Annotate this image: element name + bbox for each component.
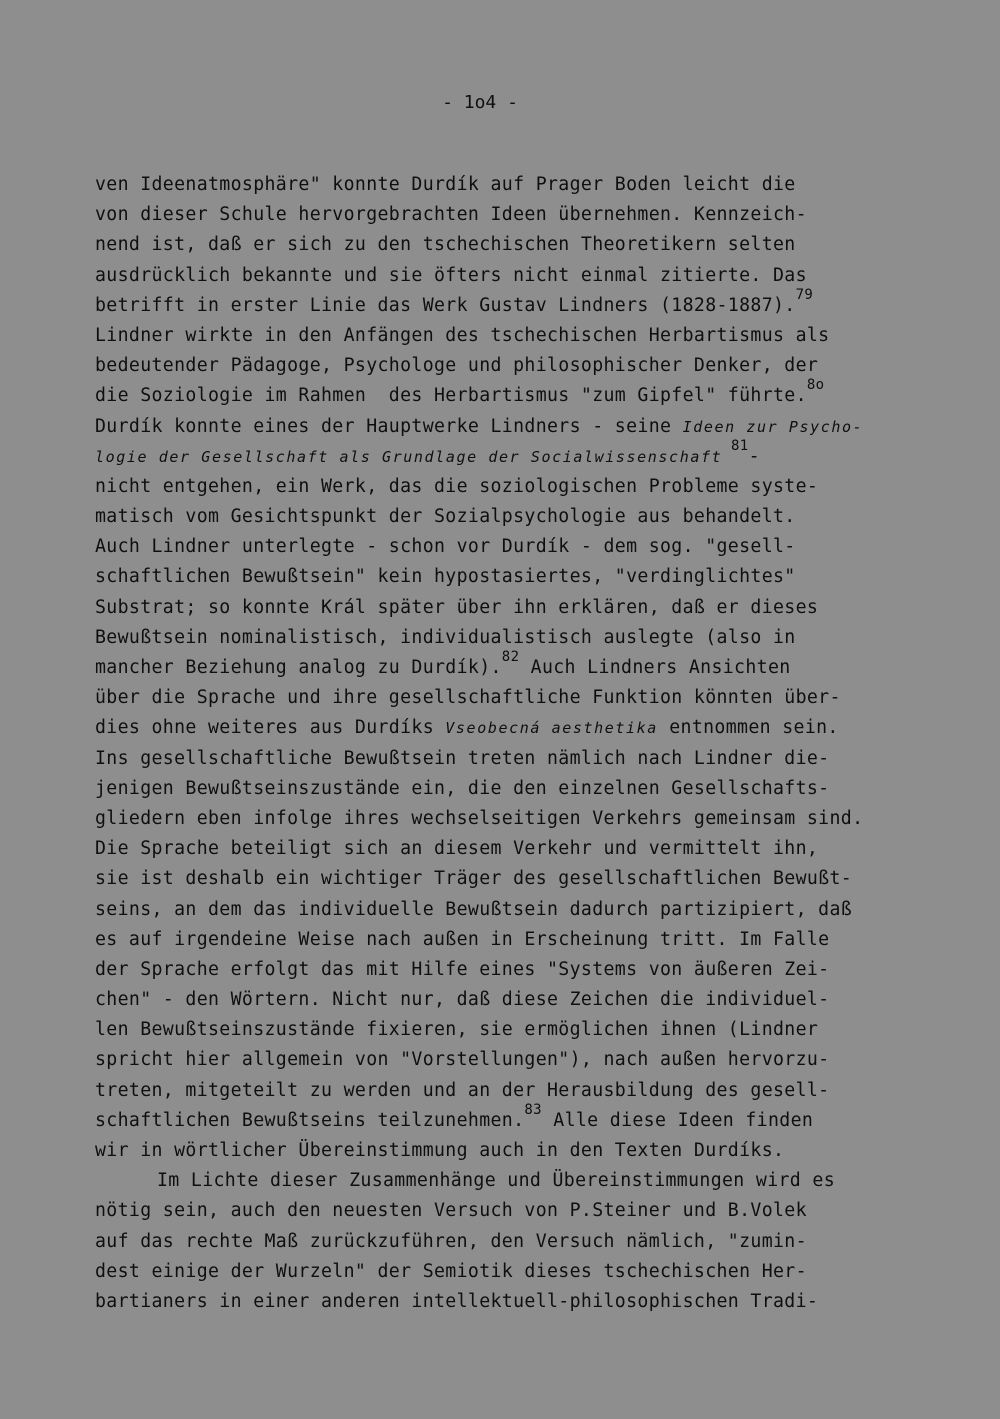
text-line: [95, 864, 925, 894]
text-line: [95, 1257, 925, 1287]
line-text: jenigen Bewußtseinszustände ein, die den einzelnen Gesellschafts-: [95, 777, 830, 799]
text-line: [95, 351, 925, 381]
line-text: ausdrücklich bekannte und sie öfters nicht einmal zitierte. Das: [95, 264, 807, 286]
text-line: [95, 377, 925, 411]
text-line: [95, 437, 925, 472]
text-line: [95, 321, 925, 351]
line-text: wir in wörtlicher Übereinstimmung auch in den Texten Durdíks.: [95, 1140, 785, 1161]
line-text: dest einige der Wurzeln" der Semiotik dieses tschechischen Her-: [95, 1260, 807, 1282]
line-text: gliedern eben infolge ihres wechselseitigen Verkehrs gemeinsam sind.: [95, 807, 864, 829]
footnote-marker: 8o: [806, 377, 825, 394]
line-text-tail: -: [748, 445, 760, 467]
text-line: [95, 1101, 925, 1136]
text-line: [95, 1045, 925, 1075]
body-text: [95, 170, 925, 1317]
line-text: mancher Beziehung analog zu Durdík).: [95, 657, 502, 678]
footnote-marker: 82: [501, 649, 520, 665]
text-line: [95, 562, 925, 592]
line-text: Durdík konnte eines der Hauptwerke Lindners - seine: [95, 415, 683, 437]
page-number: - 1o4 -: [442, 92, 518, 113]
text-line: [95, 412, 925, 442]
line-text: Bewußtsein nominalistisch, individualistisch auslegte (also in: [95, 626, 796, 648]
line-text: Die Sprache beteiligt sich an diesem Verkehr und vermittelt ihn,: [95, 838, 819, 860]
line-text-tail: Auch Lindners Ansichten: [519, 657, 791, 678]
line-text: von dieser Schule hervorgebrachten Ideen übernehmen. Kennzeich-: [95, 204, 807, 226]
line-text: Auch Lindner unterlegte - schon vor Durdík - dem sog. "gesell-: [95, 536, 796, 558]
line-text: spricht hier allgemein von "Vorstellungen"), nach außen hervorzu-: [95, 1049, 830, 1071]
text-line: [95, 286, 925, 321]
line-text: auf das rechte Maß zurückzuführen, den Versuch nämlich, "zumin-: [95, 1230, 807, 1252]
text-line: [95, 925, 925, 955]
line-text: Im Lichte dieser Zusammenhänge und Übereinstimmungen wird es: [157, 1170, 835, 1192]
line-text: es auf irgendeine Weise nach außen in Erscheinung tritt. Im Falle: [95, 928, 830, 950]
line-text: nicht entgehen, ein Werk, das die soziologischen Probleme syste-: [95, 475, 819, 497]
text-line: [95, 649, 925, 683]
line-text: schaftlichen Bewußtsein" kein hypostasiertes, "verdinglichtes": [95, 566, 796, 588]
line-text: matisch vom Gesichtspunkt der Sozialpsychologie aus behandelt.: [95, 506, 796, 528]
text-line: [95, 1015, 925, 1045]
text-line: [95, 1227, 925, 1257]
book-title: Ideen zur Psycho-: [682, 417, 864, 436]
text-line: [95, 985, 925, 1015]
book-title: logie der Gesellschaft als Grundlage der Socialwissenschaft: [95, 447, 723, 466]
line-text: ven Ideenatmosphäre" konnte Durdík auf Prager Boden leicht die: [95, 174, 796, 195]
line-text: nötig sein, auch den neuesten Versuch von P.Steiner und B.Volek: [95, 1200, 807, 1222]
line-text: Ins gesellschaftliche Bewußtsein treten nämlich nach Lindner die-: [95, 747, 830, 769]
text-line: [95, 1287, 925, 1317]
text-line: [95, 200, 925, 230]
text-line: [95, 230, 925, 260]
footnote-marker: 79: [795, 286, 814, 303]
footnote-marker: 81: [722, 437, 749, 454]
text-line: [95, 170, 925, 200]
line-text: über die Sprache und ihre gesellschaftliche Funktion könnten über-: [95, 687, 841, 709]
line-text: dies ohne weiteres aus Durdíks: [95, 717, 446, 739]
line-text: Lindner wirkte in den Anfängen des tschechischen Herbartismus als: [95, 324, 830, 346]
line-text: seins, an dem das individuelle Bewußtsein dadurch partizipiert, daß: [95, 898, 853, 920]
text-line: [95, 834, 925, 864]
line-text: der Sprache erfolgt das mit Hilfe eines "Systems von äußeren Zei-: [95, 958, 830, 980]
line-text: schaftlichen Bewußtseins teilzunehmen.: [95, 1109, 525, 1131]
line-text-tail: entnommen sein.: [657, 717, 839, 739]
text-line: [95, 955, 925, 985]
text-line: [95, 713, 925, 743]
text-line: [95, 1196, 925, 1226]
text-line: [95, 593, 925, 623]
footnote-marker: 83: [524, 1101, 542, 1118]
book-title: Vseobecná aesthetika: [445, 719, 658, 738]
line-text: len Bewußtseinszustände fixieren, sie ermöglichen ihnen (Lindner: [95, 1019, 819, 1041]
line-text: treten, mitgeteilt zu werden und an der Herausbildung des gesell-: [95, 1079, 830, 1101]
line-text: nend ist, daß er sich zu den tschechischen Theoretikern selten: [95, 234, 796, 256]
line-text: bartianers in einer anderen intellektuell-philosophischen Tradi-: [95, 1290, 819, 1312]
line-text: Substrat; so konnte Král später über ihn erklären, daß er dieses: [95, 596, 819, 618]
text-line: [95, 502, 925, 532]
line-text: sie ist deshalb ein wichtiger Träger des gesellschaftlichen Bewußt-: [95, 868, 853, 890]
text-line: [95, 683, 925, 713]
text-line: [95, 1166, 925, 1196]
text-line: [95, 532, 925, 562]
text-line: [95, 774, 925, 804]
text-line: [95, 744, 925, 774]
text-line: [95, 895, 925, 925]
line-text: betrifft in erster Linie das Werk Gustav Lindners (1828-1887).: [95, 294, 796, 316]
text-line: [95, 472, 925, 502]
text-line: [95, 804, 925, 834]
line-text: chen" - den Wörtern. Nicht nur, daß diese Zeichen die individuel-: [95, 989, 830, 1011]
line-text: bedeutender Pädagoge, Psychologe und philosophischer Denker, der: [95, 355, 819, 377]
text-line: [95, 1136, 925, 1166]
line-text-tail: Alle diese Ideen finden: [541, 1109, 814, 1131]
text-line: [95, 1076, 925, 1106]
line-text: die Soziologie im Rahmen des Herbartismus "zum Gipfel" führte.: [95, 385, 807, 407]
